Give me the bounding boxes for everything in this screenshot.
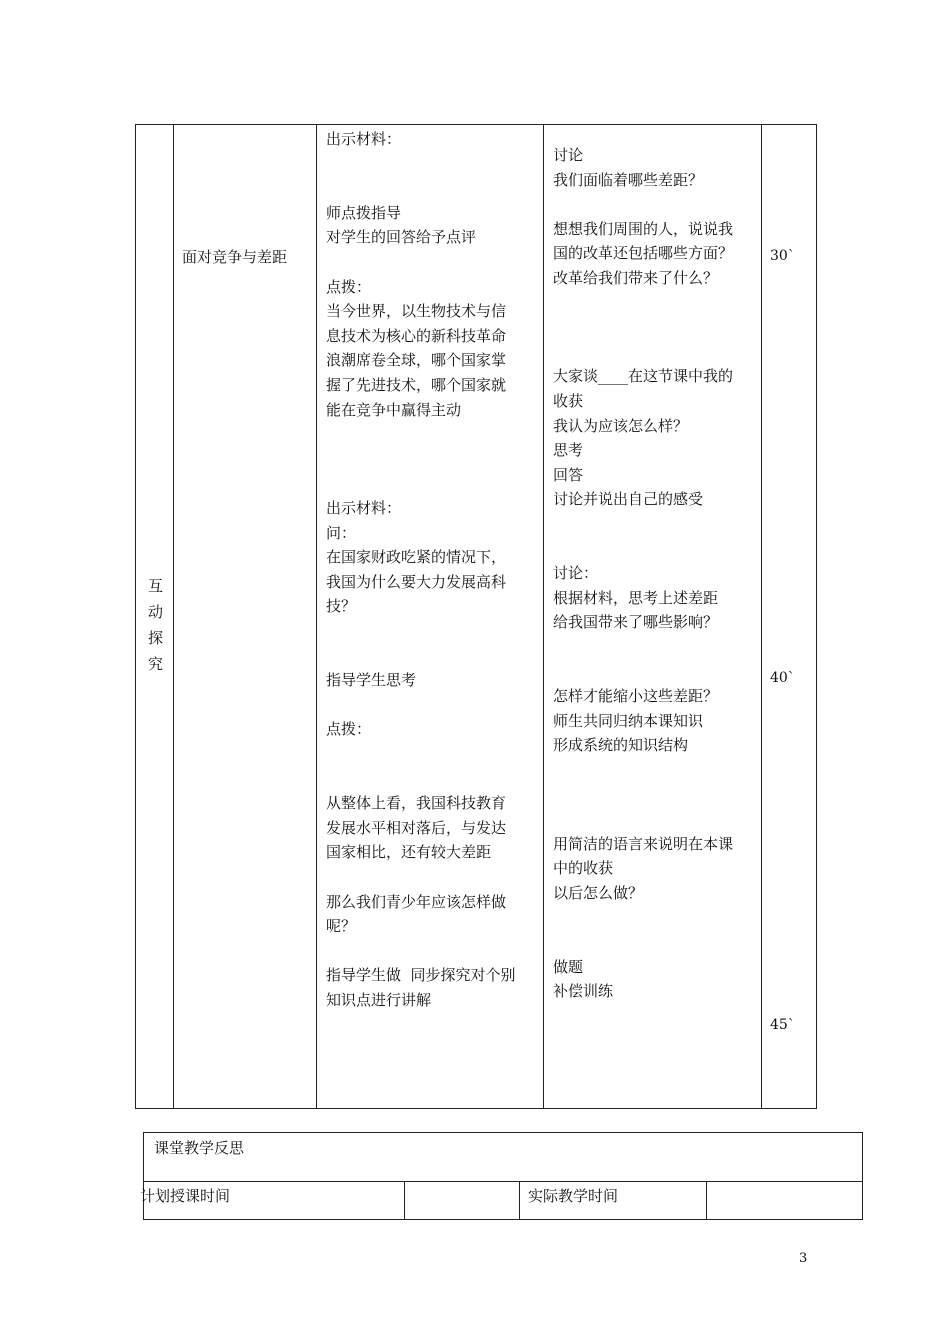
reflection-label: 课堂教学反思 [154,1139,245,1157]
column-divider [543,125,544,1108]
text-line: 用简洁的语言来说明在本课 [553,834,734,853]
text-line: 知识点进行讲解 [326,991,432,1009]
text-line: 我认为应该怎么样？ [553,416,689,435]
text-line: 出示材料： [326,499,402,517]
text-line: 师点拨指导 [326,203,402,222]
text-line: 点拨： [326,720,372,739]
actual-time-label: 实际教学时间 [528,1187,619,1205]
text-line: 能在竞争中赢得主动 [326,400,462,419]
time-mark: 45` [770,1017,795,1033]
planned-time-label: 计划授课时间 [140,1187,231,1205]
text-line: 当今世界，以生物技术与信 [326,302,507,321]
text-line: 回答 [553,465,584,484]
section-label: 互动探究 [148,577,164,673]
column-divider [316,125,317,1108]
text-line: 技？ [326,597,357,616]
text-line: 指导学生思考 [326,671,417,690]
column-divider [706,1181,707,1219]
text-line: 给我国带来了哪些影响？ [553,613,719,632]
topic-title: 面对竞争与差距 [182,248,288,266]
text-line: 我们面临着哪些差距？ [553,170,704,189]
time-mark: 40` [770,670,795,686]
text-line: 怎样才能缩小这些差距？ [553,687,719,706]
text-line: 握了先进技术，哪个国家就 [326,376,507,394]
text-line: 我国为什么要大力发展高科 [326,572,507,591]
text-line: 从整体上看，我国科技教育 [326,794,507,813]
lesson-table [135,124,817,1109]
column-divider [404,1181,405,1219]
text-line: 想想我们周围的人，说说我 [553,219,734,238]
text-line: 息技术为核心的新科技革命 [326,326,507,345]
text-line: 浪潮席卷全球，哪个国家掌 [326,351,507,370]
text-line: 讨论 [553,146,584,164]
text-line: 国家相比，还有较大差距 [326,843,492,862]
time-mark: 30` [770,248,795,264]
text-line: 中的收获 [553,859,614,878]
text-line: 思考 [553,441,584,460]
reflection-table [140,1132,863,1220]
text-line: 师生共同归纳本课知识 [553,711,704,730]
text-line: 形成系统的知识结构 [553,736,689,755]
text-line: 发展水平相对落后，与发达 [326,818,507,837]
text-line: 那么我们青少年应该怎样做 [326,892,507,911]
text-line: 问： [326,523,357,542]
text-line: 点拨： [326,277,372,296]
text-line: 收获 [553,392,584,410]
text-line: 出示材料： [326,130,402,148]
text-line: 对学生的回答给予点评 [326,228,477,247]
text-line: 指导学生做 同步探究对个别 [326,966,516,985]
column-divider [761,125,762,1108]
text-line: 做题 [553,957,584,976]
text-line: 讨论： [553,564,599,583]
page-number: 3 [799,1251,808,1266]
text-line: 以后怎么做？ [553,884,644,902]
text-line: 在国家财政吃紧的情况下， [326,548,507,567]
text-line: 讨论并说出自己的感受 [553,490,704,509]
text-line: 国的改革还包括哪些方面？ [553,244,734,263]
text-line: 大家谈____在这节课中我的 [553,367,734,386]
text-line: 根据材料，思考上述差距 [553,588,719,607]
row-divider [144,1181,862,1182]
column-divider [173,125,174,1108]
text-line: 补偿训练 [553,982,614,1001]
text-line: 呢？ [326,917,357,936]
column-divider [519,1181,520,1219]
text-line: 改革给我们带来了什么？ [553,269,719,287]
